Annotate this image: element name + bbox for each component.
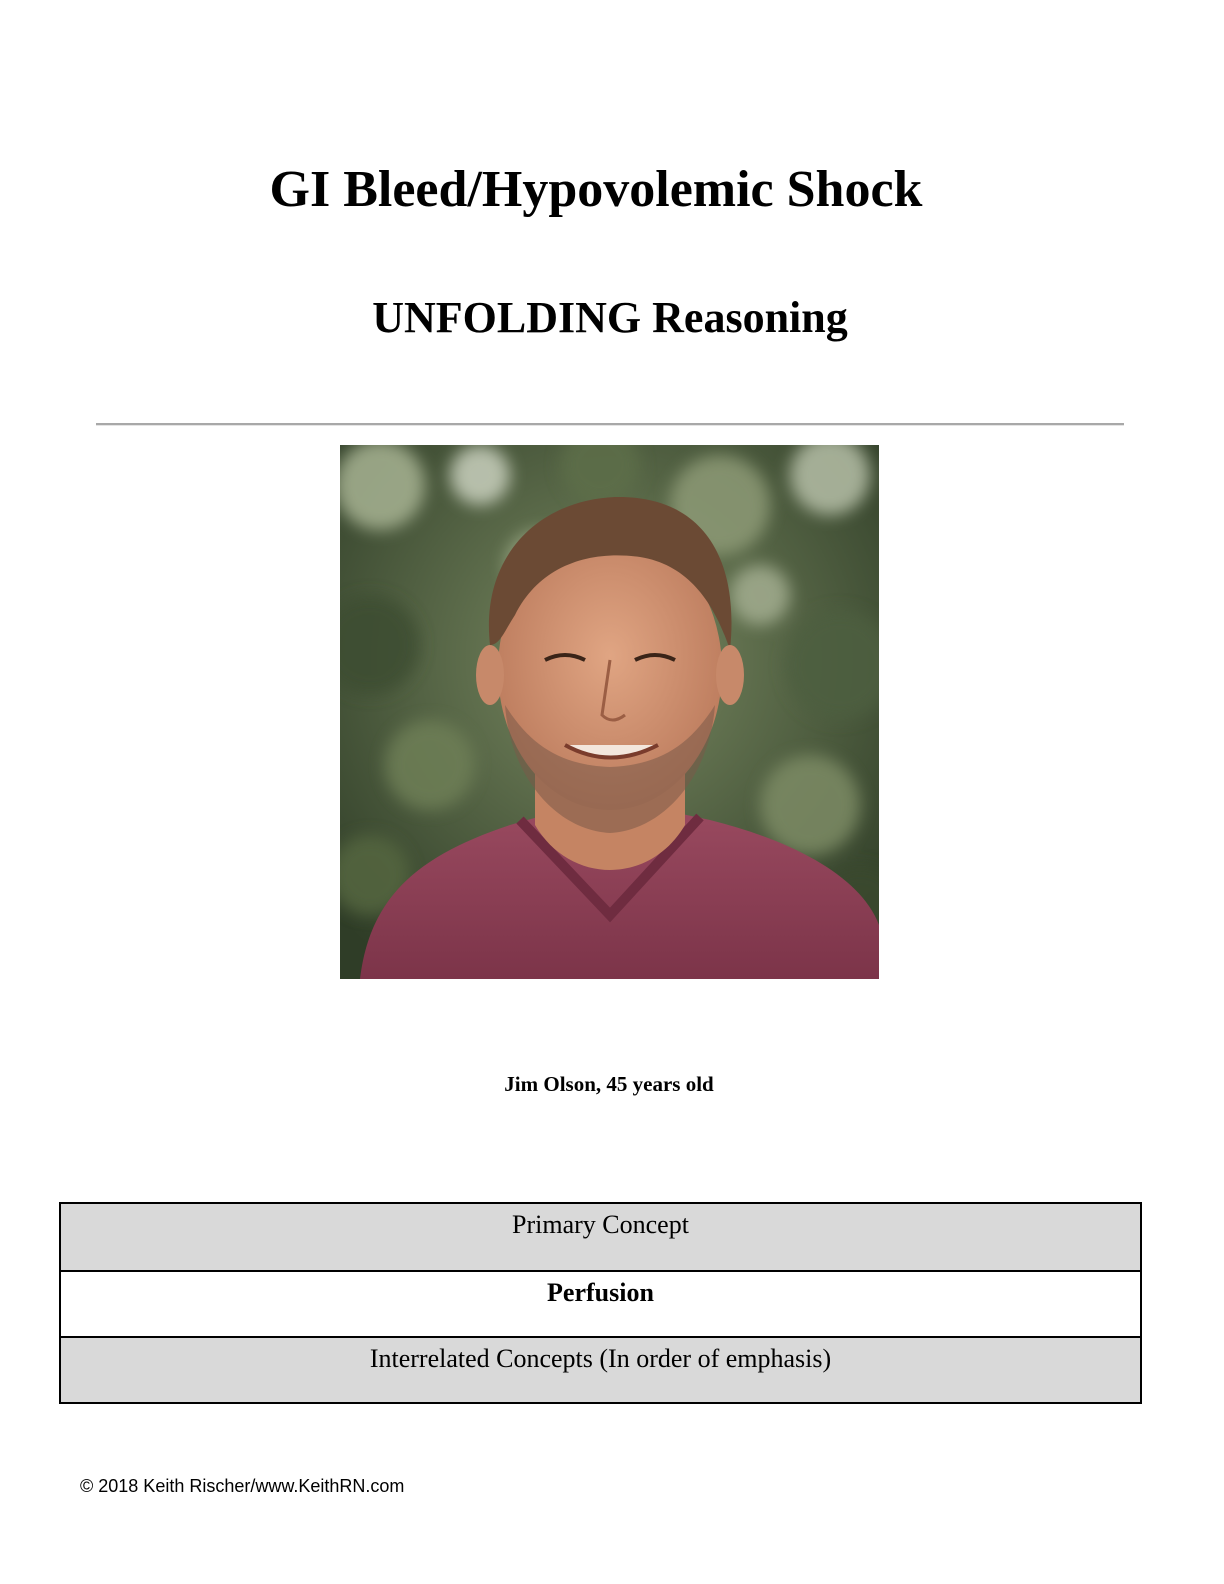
primary-concept-header: Primary Concept bbox=[61, 1204, 1140, 1270]
concepts-table bbox=[59, 1202, 1142, 1404]
patient-photo bbox=[340, 445, 879, 979]
interrelated-concepts-header: Interrelated Concepts (In order of emphasis) bbox=[61, 1336, 1140, 1402]
horizontal-divider bbox=[96, 423, 1124, 426]
copyright-footer: © 2018 Keith Rischer/www.KeithRN.com bbox=[80, 1476, 405, 1496]
page-title: GI Bleed/Hypovolemic Shock bbox=[269, 161, 923, 218]
page-subtitle: UNFOLDING Reasoning bbox=[372, 293, 848, 342]
primary-concept-value: Perfusion bbox=[61, 1270, 1140, 1336]
patient-caption: Jim Olson, 45 years old bbox=[504, 1072, 714, 1096]
